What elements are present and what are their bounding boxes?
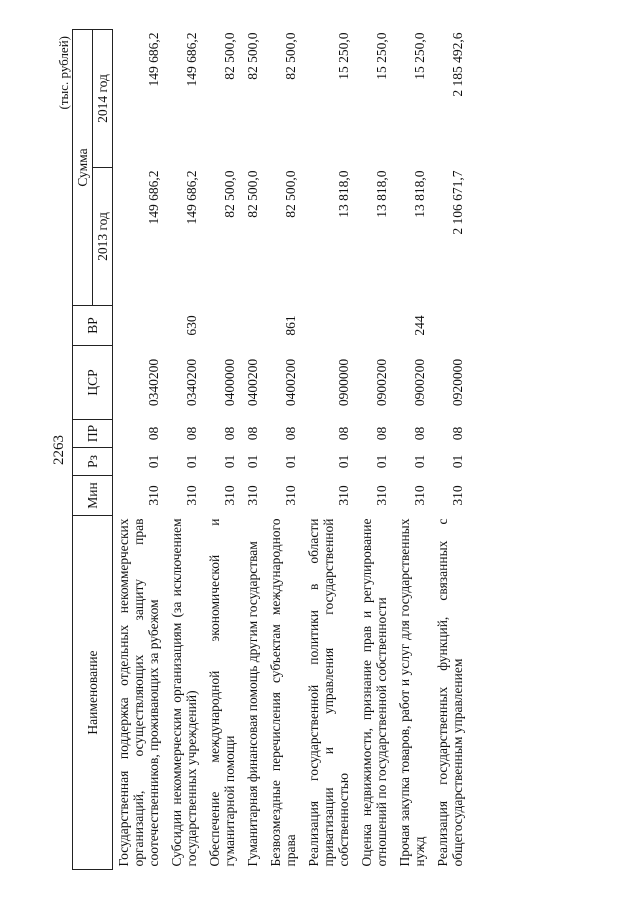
row-name: Оценка недвижимости, признание прав и регулирование отношений по государственной собственности [359,518,389,867]
header-min: Мин [73,476,113,516]
row-sum-2013: 149 686,2 [184,170,199,225]
row-min: 310 [146,485,161,506]
row-vr [204,306,242,346]
row-pr: 08 [245,426,260,441]
row-csr: 0900000 [336,358,351,407]
row-vr [303,306,356,346]
row-csr: 0340200 [146,358,161,407]
row-csr: 0900200 [412,358,427,407]
row-rz: 01 [245,454,260,469]
header-rz: Рз [73,448,113,476]
row-name: Обеспечение международной экономической и гуманитарной помощи [207,518,237,867]
row-vr [356,306,394,346]
row-sum-2014: 15 250,0 [336,32,351,80]
row-rz: 01 [222,454,237,469]
table-row [166,29,204,869]
row-rz: 01 [374,454,389,469]
row-min: 310 [336,485,351,506]
row-sum-2013: 82 500,0 [222,170,237,218]
header-vr: ВР [73,306,113,346]
row-sum-2014: 82 500,0 [222,32,237,80]
page-number: 2263 [51,435,67,465]
units-label: (тыс. рублей) [56,36,71,110]
row-csr: 0400200 [283,358,298,407]
header-pr: ПР [73,420,113,448]
row-vr [113,306,167,346]
table-row [242,29,265,869]
table-row [356,29,394,869]
row-sum-2014: 82 500,0 [245,32,260,80]
header-csr: ЦСР [73,346,113,420]
row-name: Субсидии некоммерческим организациям (за исключением государственных учреждений) [169,518,199,867]
row-pr: 08 [450,426,465,441]
row-pr: 08 [184,426,199,441]
row-name: Безвозмездные перечисления субъектам международного права [268,518,298,867]
table-row [265,29,303,869]
row-rz: 01 [450,454,465,469]
row-vr: 861 [283,315,298,336]
row-pr: 08 [222,426,237,441]
budget-table [72,29,470,870]
header-sum: Сумма [73,29,93,305]
row-csr: 0400000 [222,358,237,407]
row-sum-2014: 149 686,2 [184,32,199,87]
row-sum-2013: 82 500,0 [245,170,260,218]
row-sum-2013: 13 818,0 [336,170,351,218]
row-sum-2014: 82 500,0 [283,32,298,80]
row-vr [432,306,470,346]
row-pr: 08 [283,426,298,441]
row-csr: 0900200 [374,358,389,407]
row-sum-2013: 2 106 671,7 [450,170,465,235]
row-pr: 08 [336,426,351,441]
row-vr: 630 [184,315,199,336]
row-min: 310 [283,485,298,506]
row-sum-2013: 13 818,0 [374,170,389,218]
row-vr: 244 [412,315,427,336]
row-sum-2014: 15 250,0 [374,32,389,80]
row-csr: 0340200 [184,358,199,407]
rotated-page [50,30,610,870]
table-row [432,29,470,869]
header-name: Наименование [73,516,113,870]
table-row [394,29,432,869]
row-csr: 0920000 [450,358,465,407]
table-body [113,29,471,869]
row-min: 310 [412,485,427,506]
row-rz: 01 [146,454,161,469]
row-min: 310 [184,485,199,506]
table-row [204,29,242,869]
row-sum-2014: 2 185 492,6 [450,32,465,97]
row-sum-2014: 15 250,0 [412,32,427,80]
row-min: 310 [374,485,389,506]
row-name: Государственная поддержка отдельных некоммерческих организаций, осуществляющих защиту прав соотечественников, проживающих за рубежом [116,518,161,867]
row-name: Гуманитарная финансовая помощь другим государствам [245,541,260,867]
row-min: 310 [222,485,237,506]
row-name: Реализация государственных функций, связанных с общегосударственным управлением [435,518,465,867]
row-pr: 08 [412,426,427,441]
row-pr: 08 [374,426,389,441]
row-sum-2014: 149 686,2 [146,32,161,87]
header-2014: 2014 год [93,29,113,167]
row-min: 310 [245,485,260,506]
row-vr [242,306,265,346]
row-rz: 01 [336,454,351,469]
row-pr: 08 [146,426,161,441]
row-csr: 0400200 [245,358,260,407]
row-min: 310 [450,485,465,506]
table-row [303,29,356,869]
row-rz: 01 [283,454,298,469]
row-sum-2013: 13 818,0 [412,170,427,218]
row-name: Прочая закупка товаров, работ и услуг для государственных нужд [397,518,427,867]
row-rz: 01 [184,454,199,469]
table-row [113,29,167,869]
row-sum-2013: 82 500,0 [283,170,298,218]
row-sum-2013: 149 686,2 [146,170,161,225]
row-rz: 01 [412,454,427,469]
header-2013: 2013 год [93,168,113,306]
row-name: Реализация государственной политики в области приватизации и управления государственной собственностью [306,518,351,867]
